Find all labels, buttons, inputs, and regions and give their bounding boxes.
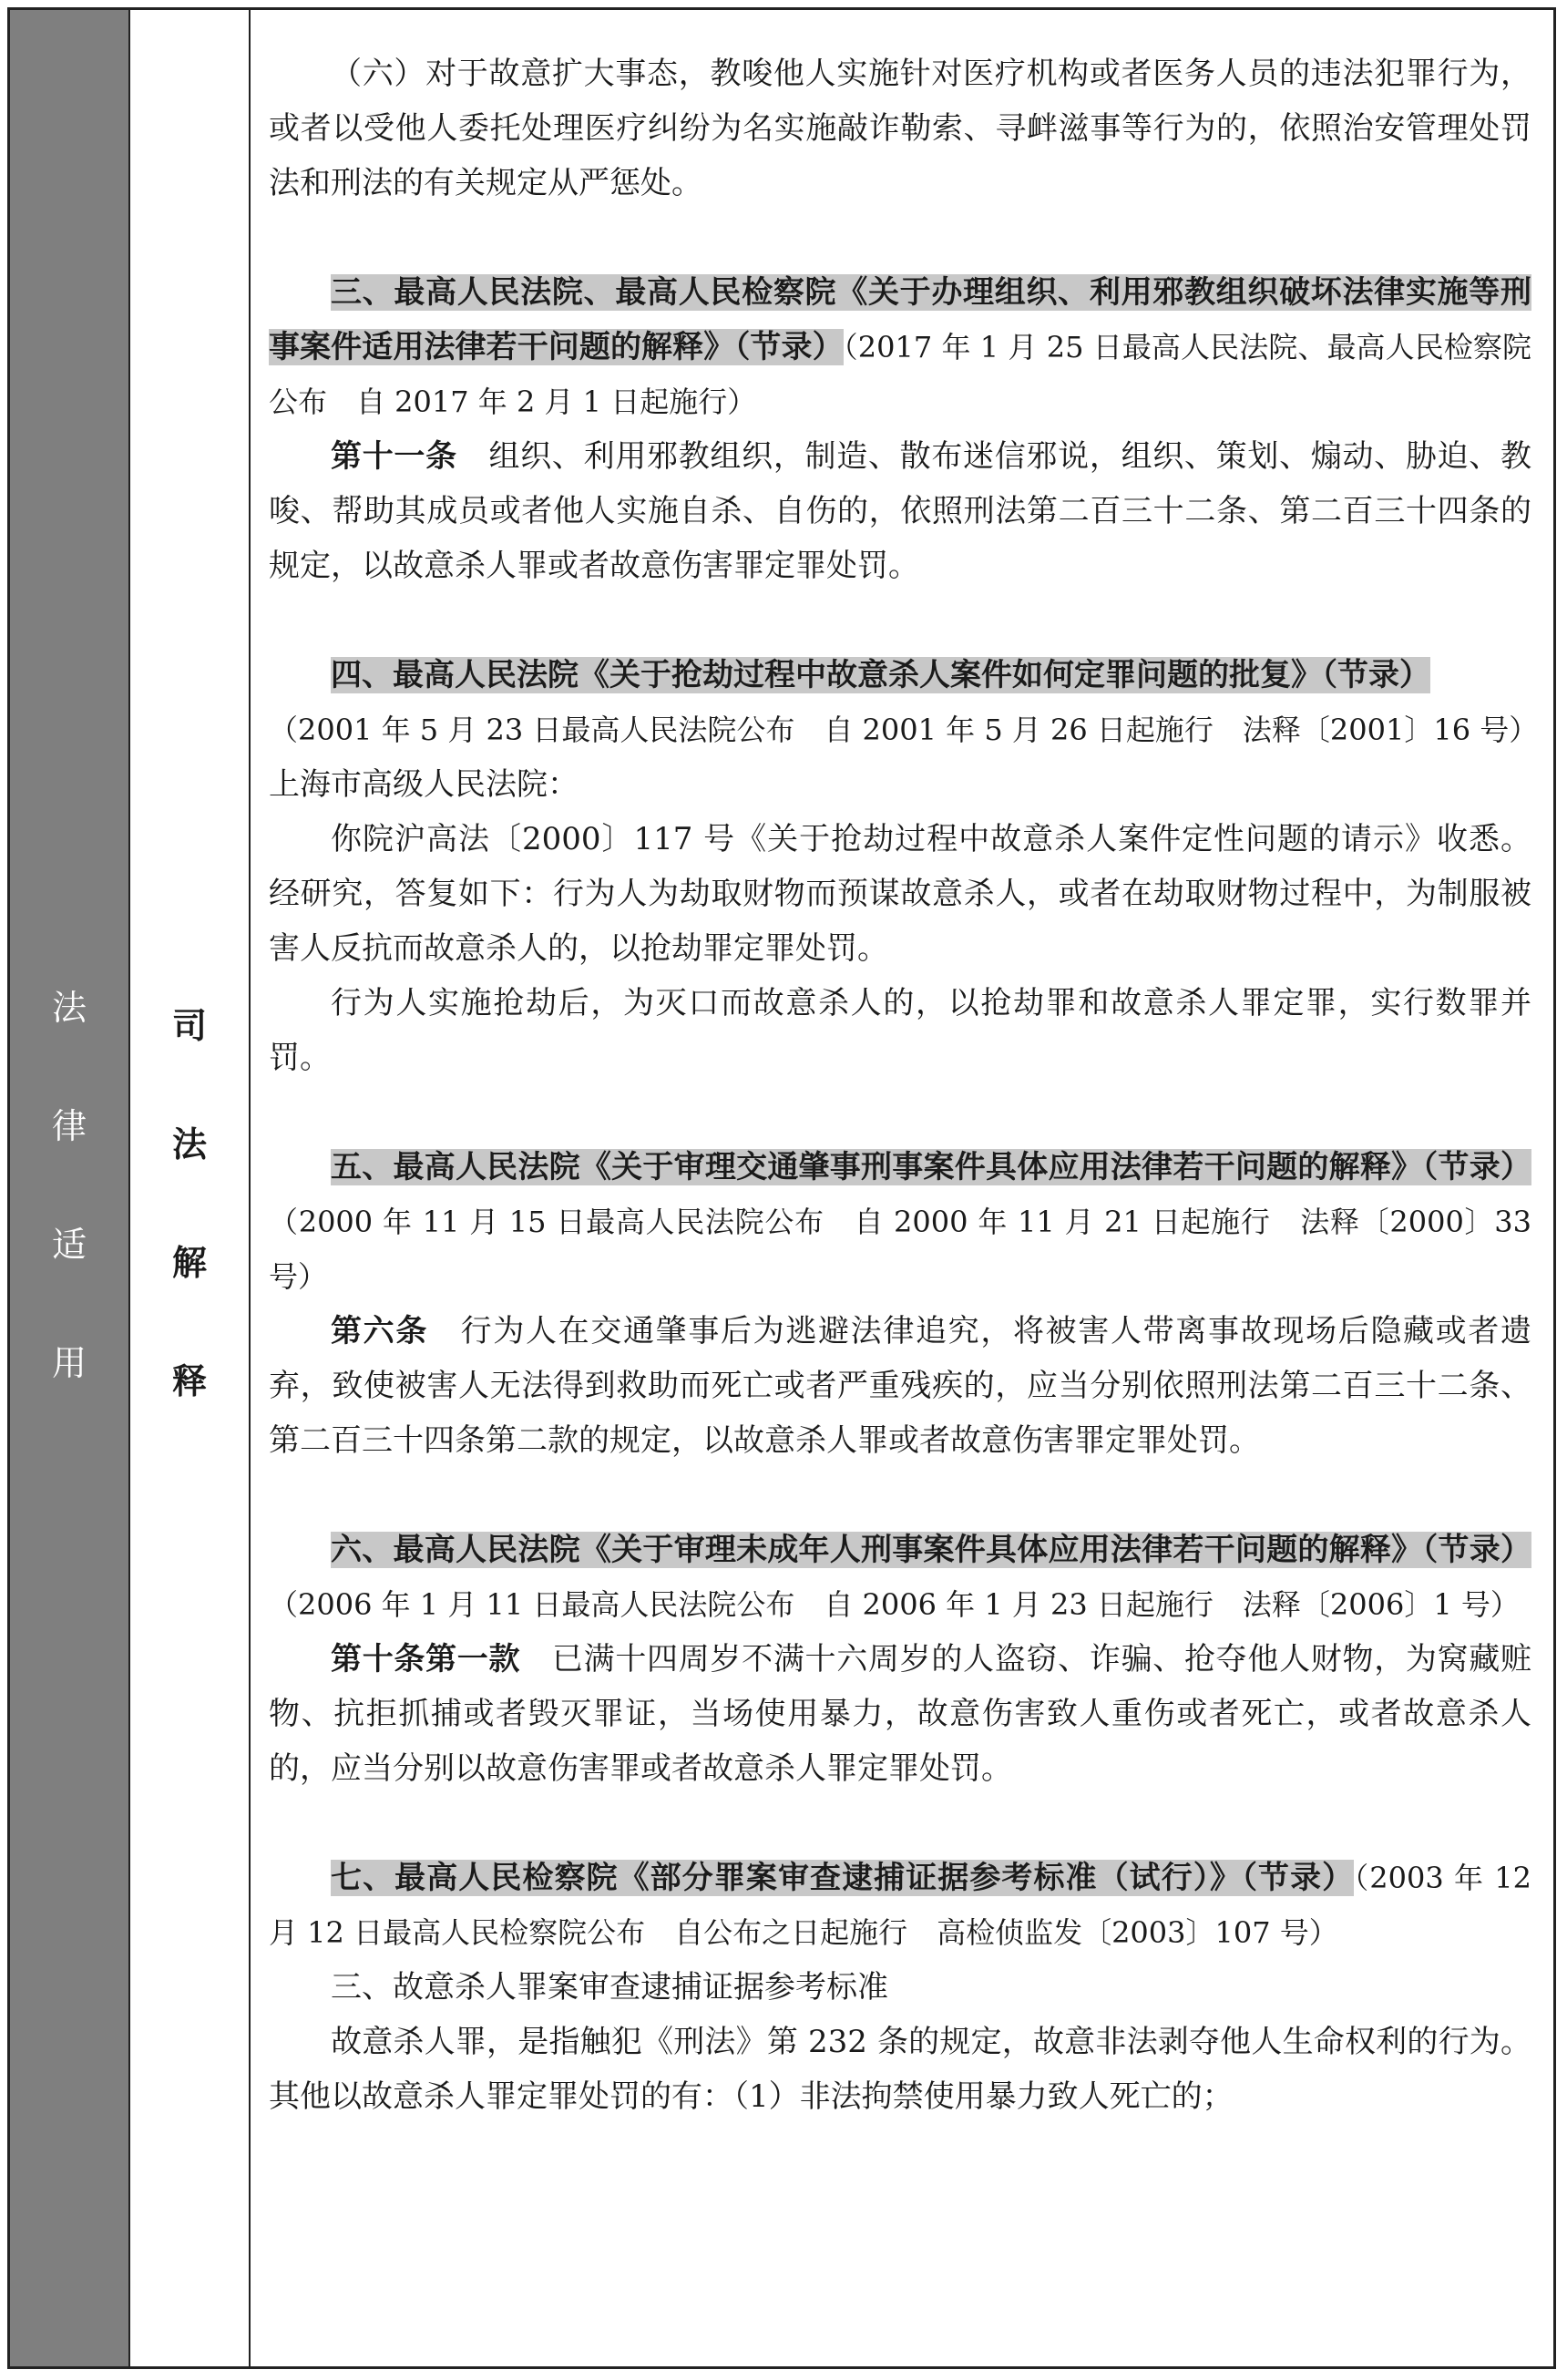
section-6-source: （2006 年 1 月 11 日最高人民法院公布 自 2006 年 1 月 23 日起施行 法释〔2006〕1 号） xyxy=(269,1587,1520,1622)
section-7-source: （2003 年 12 月 12 日最高人民检察院公布 自公布之日起施行 高检侦监发〔2003〕107 号） xyxy=(269,1861,1531,1950)
section-6 xyxy=(269,1523,1531,1632)
article-text: 行为人在交通肇事后为逃避法律追究，将被害人带离事故现场后隐藏或者遗弃，致使被害人无法得到救助而死亡或者严重残疾的，应当分别依照刑法第二百三十二条、第二百三十四条第二款的规定，以故意杀人罪或者故意伤害罪定罪处罚。 xyxy=(269,1313,1531,1459)
category-column xyxy=(10,10,130,2366)
section-3-heading: 三、最高人民法院、最高人民检察院《关于办理组织、利用邪教组织破坏法律实施等刑事案件适用法律若干问题的解释》（节录） xyxy=(269,274,1531,365)
section-4-addressee: 上海市高级人民法院： xyxy=(269,766,579,803)
section-6-heading: 六、最高人民法院《关于审理未成年人刑事案件具体应用法律若干问题的解释》（节录） xyxy=(331,1532,1531,1568)
section-7-paragraph-1: 故意杀人罪，是指触犯《刑法》第 232 条的规定，故意非法剥夺他人生命权利的行为。其他以故意杀人罪定罪处罚的有：（1）非法拘禁使用暴力致人死亡的； xyxy=(269,2024,1531,2115)
section-4-paragraph-2: 行为人实施抢劫后，为灭口而故意杀人的，以抢劫罪和故意杀人罪定罪，实行数罪并罚。 xyxy=(269,985,1531,1076)
section-4-heading-line xyxy=(269,648,1531,703)
section-7 xyxy=(269,1851,1531,1960)
article-label: 第十一条 xyxy=(331,438,457,475)
page-frame xyxy=(7,7,1556,2369)
section-5-heading: 五、最高人民法院《关于审理交通肇事刑事案件具体应用法律若干问题的解释》（节录） xyxy=(331,1149,1531,1185)
section-6-article xyxy=(269,1632,1531,1796)
section-5-source: （2000 年 11 月 15 日最高人民法院公布 自 2000 年 11 月 21 日起施行 法释〔2000〕33 号） xyxy=(269,1205,1531,1294)
section-4-paragraph-1: 你院沪高法〔2000〕117 号《关于抢劫过程中故意杀人案件定性问题的请示》收悉。经研究，答复如下：行为人为劫取财物而预谋故意杀人，或者在劫取财物过程中，为制服被害人反抗而故意杀人的，以抢劫罪定罪处罚。 xyxy=(269,821,1531,967)
section-5 xyxy=(269,1140,1531,1304)
content-area xyxy=(251,10,1553,2366)
article-text: 组织、利用邪教组织，制造、散布迷信邪说，组织、策划、煽动、胁迫、教唆、帮助其成员或者他人实施自杀、自伤的，依照刑法第二百三十二条、第二百三十四条的规定，以故意杀人罪或者故意伤害罪定罪处罚。 xyxy=(269,438,1531,584)
section-4-source: （2001 年 5 月 23 日最高人民法院公布 自 2001 年 5 月 26 日起施行 法释〔2001〕16 号） xyxy=(269,713,1539,747)
section-3-source: （2017 年 1 月 25 日最高人民法院、最高人民检察院公布 自 2017 年 2 月 1 日起施行） xyxy=(269,330,1531,419)
section-3-article xyxy=(269,429,1531,593)
section-7-subheading: 三、故意杀人罪案审查逮捕证据参考标准 xyxy=(331,1969,888,2006)
subcategory-column xyxy=(130,10,251,2366)
article-label: 第六条 xyxy=(331,1313,428,1349)
section-3 xyxy=(269,265,1531,429)
subcategory-label: 司 法 解 释 xyxy=(171,1006,207,1401)
section-4-heading: 四、最高人民法院《关于抢劫过程中故意杀人案件如何定罪问题的批复》（节录） xyxy=(331,657,1430,693)
article-label: 第十条第一款 xyxy=(331,1641,521,1677)
section-5-article xyxy=(269,1304,1531,1468)
article-text: 已满十四周岁不满十六周岁的人盗窃、诈骗、抢夺他人财物，为窝藏赃物、抗拒抓捕或者毁灭罪证，当场使用暴力，故意伤害致人重伤或者死亡，或者故意杀人的，应当分别以故意伤害罪或者故意杀人罪定罪处罚。 xyxy=(269,1641,1532,1787)
intro-paragraph: （六）对于故意扩大事态，教唆他人实施针对医疗机构或者医务人员的违法犯罪行为，或者以受他人委托处理医疗纠纷为名实施敲诈勒索、寻衅滋事等行为的，依照治安管理处罚法和刑法的有关规定从严惩处。 xyxy=(269,56,1531,201)
section-7-heading: 七、最高人民检察院《部分罪案审查逮捕证据参考标准（试行）》（节录） xyxy=(331,1860,1355,1896)
category-label: 法 律 适 用 xyxy=(51,988,87,1383)
